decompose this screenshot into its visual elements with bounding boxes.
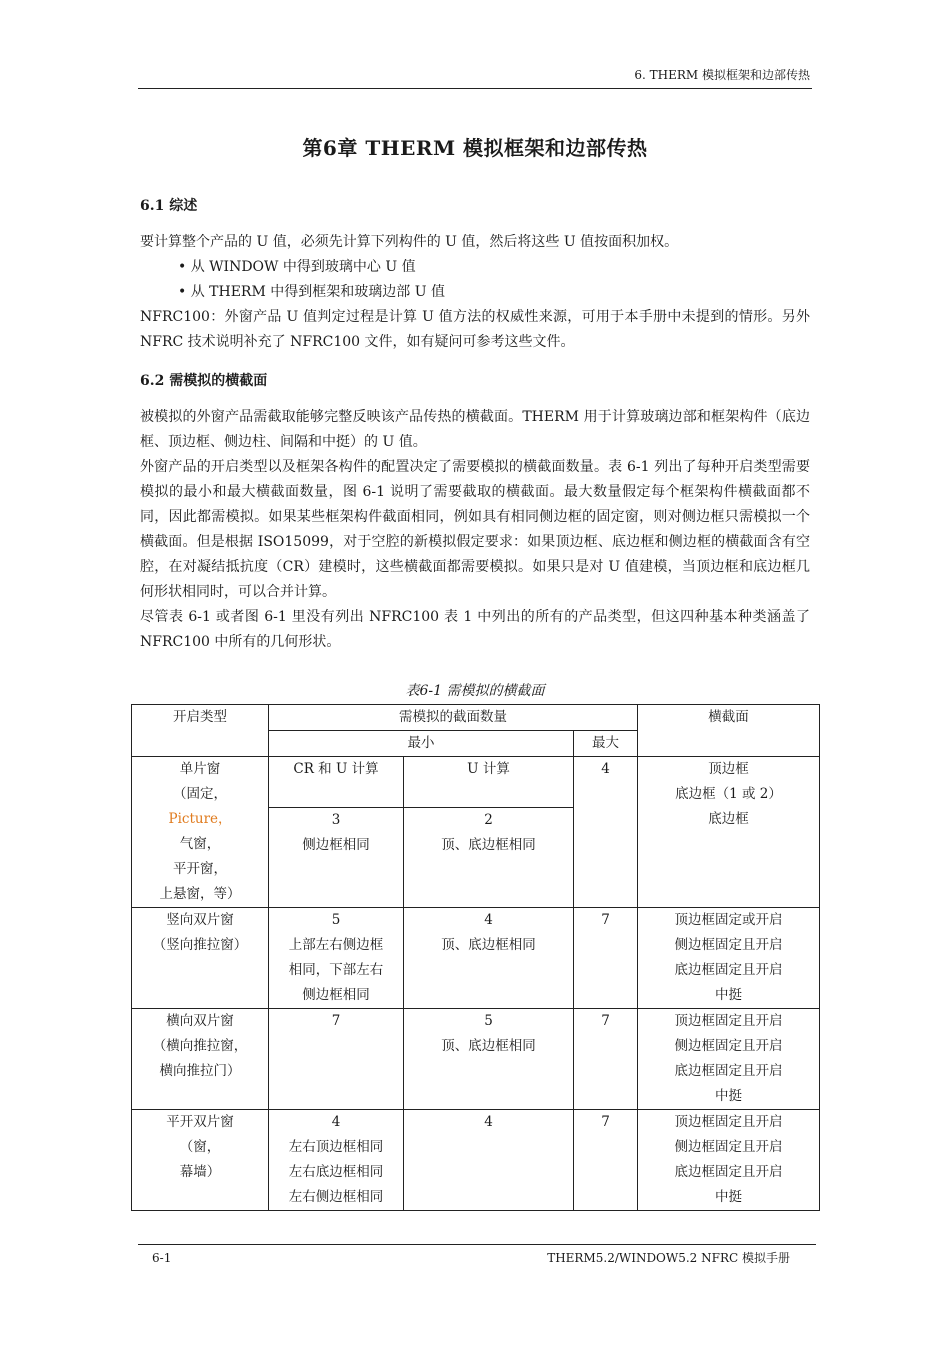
cell-max: 4 — [574, 757, 638, 908]
table-row — [132, 908, 820, 1009]
header-u: U 计算 — [404, 757, 574, 808]
cell-opening-type: 平开双片窗 （窗， 幕墙） — [132, 1110, 269, 1211]
cell-max: 7 — [574, 1009, 638, 1110]
chapter-title: 第6章 THERM 模拟框架和边部传热 — [302, 136, 648, 160]
cell-cr-u: 4 左右顶边框相同 左右底边框相同 左右侧边框相同 — [269, 1110, 404, 1211]
cell-u: 5 顶、底边框相同 — [404, 1009, 574, 1110]
cell-sections: 顶边框固定且开启 侧边框固定且开启 底边框固定且开启 中挺 — [638, 1009, 820, 1110]
header-max: 最大 — [574, 731, 638, 757]
table-row — [132, 1110, 820, 1211]
section-6-1-intro: 要计算整个产品的 U 值，必须先计算下列构件的 U 值，然后将这些 U 值按面积加权。 — [140, 234, 679, 250]
cell-u: 2 顶、底边框相同 — [404, 807, 574, 907]
cell-cr-u: 3 侧边框相同 — [269, 807, 404, 907]
section-6-2-p2: 外窗产品的开启类型以及框架各构件的配置决定了需要模拟的横截面数量。表 6-1 列出了每种开启类型需要模拟的最小和最大横截面数量，图 6-1 说明了需要截取的横截面。最大数量假定每个框架构件横截面都不同，因此都需模拟。如果某些框架构件截面相同，例如具有相同侧边框的固定窗，则对侧边框只需模拟一个横截面。但是根据 ISO15099，对于空腔的新模拟假定要求：如果顶边框、底边框和侧边框的横截面含有空腔，在对凝结抵抗度（CR）建模时，这些横截面都需要模拟。如果只是对 U 值建模，当顶边框和底边框几何形状相同时，可以合并计算。 — [140, 459, 810, 600]
footer-rule — [138, 1244, 816, 1245]
cell-cr-u: 5 上部左右侧边框 相同，下部左右 侧边框相同 — [269, 908, 404, 1009]
running-header: 6. THERM 模拟框架和边部传热 — [634, 68, 810, 82]
header-cr-u: CR 和 U 计算 — [269, 757, 404, 808]
cell-max: 7 — [574, 1110, 638, 1211]
header-rule — [138, 88, 812, 89]
cell-opening-type: 单片窗 （固定， Picture， 气窗， 平开窗， 上悬窗，等） — [132, 757, 269, 908]
section-6-2-body — [140, 405, 810, 655]
section-6-2-p3: 尽管表 6-1 或者图 6-1 里没有列出 NFRC100 表 1 中列出的所有的产品类型，但这四种基本种类涵盖了 NFRC100 中所有的几何形状。 — [140, 609, 810, 650]
cell-max: 7 — [574, 908, 638, 1009]
header-min: 最小 — [269, 731, 574, 757]
cell-u: 4 — [404, 1110, 574, 1211]
cell-sections: 顶边框固定或开启 侧边框固定且开启 底边框固定且开启 中挺 — [638, 908, 820, 1009]
section-heading-6-2: 6.2 需模拟的横截面 — [140, 373, 268, 389]
section-6-1-note: NFRC100：外窗产品 U 值判定过程是计算 U 值方法的权威性来源，可用于本手册中未提到的情形。另外 NFRC 技术说明补充了 NFRC100 文件，如有疑问可参考这些文件。 — [140, 309, 810, 350]
table-caption: 表6-1 需模拟的横截面 — [405, 683, 545, 699]
table-header-row-1 — [132, 705, 820, 731]
cell-u: 4 顶、底边框相同 — [404, 908, 574, 1009]
cell-opening-type: 横向双片窗 （横向推拉窗， 横向推拉门） — [132, 1009, 269, 1110]
manual-title: THERM5.2/WINDOW5.2 NFRC 模拟手册 — [547, 1251, 790, 1265]
cell-sections: 顶边框 底边框（1 或 2） 底边框 — [638, 757, 820, 908]
section-6-1-body — [140, 230, 810, 355]
picture-term: Picture， — [168, 811, 232, 827]
header-cross-section: 横截面 — [638, 705, 820, 757]
cell-cr-u: 7 — [269, 1009, 404, 1110]
header-count: 需模拟的截面数量 — [269, 705, 638, 731]
cross-section-table — [131, 704, 820, 1211]
bullet-window: • 从 WINDOW 中得到玻璃中心 U 值 — [178, 259, 416, 275]
table-row — [132, 757, 820, 808]
table-row — [132, 1009, 820, 1110]
section-6-2-p1: 被模拟的外窗产品需截取能够完整反映该产品传热的横截面。THERM 用于计算玻璃边部和框架构件（底边框、顶边框、侧边柱、间隔和中挺）的 U 值。 — [140, 409, 810, 450]
cell-opening-type: 竖向双片窗 （竖向推拉窗） — [132, 908, 269, 1009]
page-number: 6-1 — [152, 1251, 172, 1265]
bullet-therm: • 从 THERM 中得到框架和玻璃边部 U 值 — [178, 284, 445, 300]
section-heading-6-1: 6.1 综述 — [140, 198, 198, 214]
header-opening-type: 开启类型 — [132, 705, 269, 757]
cell-sections: 顶边框固定且开启 侧边框固定且开启 底边框固定且开启 中挺 — [638, 1110, 820, 1211]
